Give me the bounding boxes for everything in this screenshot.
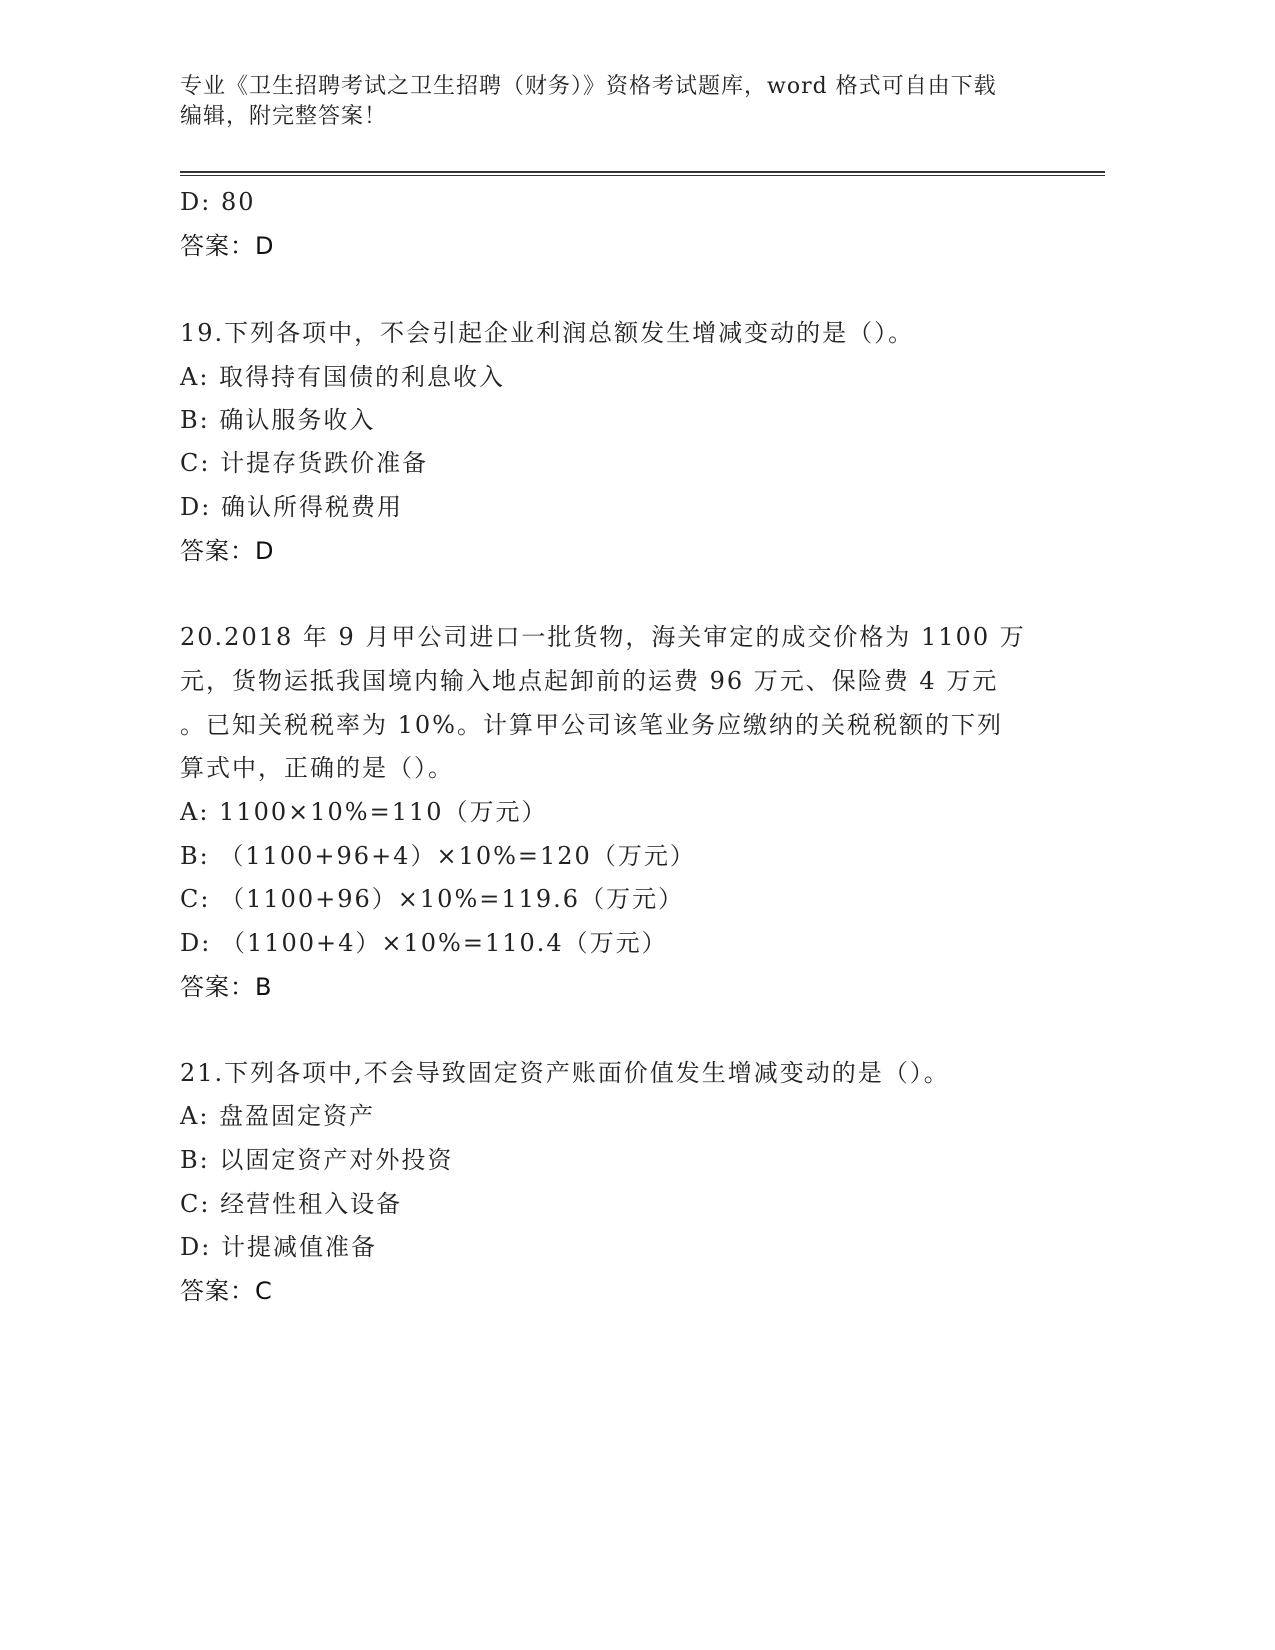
question-19-option-d: D: 确认所得税费用 bbox=[180, 493, 403, 521]
header-line-1: 专业《卫生招聘考试之卫生招聘（财务）》资格考试题库，word 格式可自由下载 bbox=[180, 74, 997, 99]
question-20-option-a: A: 1100×10%=110（万元） bbox=[180, 798, 548, 826]
prev-option-d: D: 80 bbox=[180, 188, 256, 216]
question-21-stem: 21.下列各项中,不会导致固定资产账面价值发生增减变动的是（）。 bbox=[180, 1059, 950, 1087]
question-20-stem-line-1: 20.2018 年 9 月甲公司进口一批货物，海关审定的成交价格为 1100 万 bbox=[180, 623, 1026, 651]
question-21-option-b: B: 以固定资产对外投资 bbox=[180, 1146, 454, 1174]
question-19-stem: 19.下列各项中，不会引起企业利润总额发生增减变动的是（）。 bbox=[180, 319, 915, 347]
question-21-option-c: C: 经营性租入设备 bbox=[180, 1190, 403, 1218]
header-divider bbox=[180, 171, 1105, 176]
question-21-option-a: A: 盘盈固定资产 bbox=[180, 1102, 376, 1130]
question-20-answer: 答案：B bbox=[180, 973, 273, 1001]
question-21-option-d: D: 计提减值准备 bbox=[180, 1233, 377, 1261]
question-19-option-c: C: 计提存货跌价准备 bbox=[180, 449, 429, 477]
question-20-stem-line-3: 。已知关税税率为 10%。计算甲公司该笔业务应缴纳的关税税额的下列 bbox=[180, 711, 1003, 739]
question-19-option-a: A: 取得持有国债的利息收入 bbox=[180, 363, 506, 391]
question-20-option-c: C: （1100+96）×10%=119.6（万元） bbox=[180, 885, 685, 913]
question-19-answer: 答案：D bbox=[180, 537, 275, 565]
prev-answer: 答案：D bbox=[180, 232, 275, 260]
question-20-option-d: D: （1100+4）×10%=110.4（万元） bbox=[180, 929, 668, 957]
question-20-option-b: B: （1100+96+4）×10%=120（万元） bbox=[180, 842, 696, 870]
question-21-answer: 答案：C bbox=[180, 1277, 273, 1305]
header-line-2: 编辑，附完整答案！ bbox=[180, 104, 388, 129]
question-19-option-b: B: 确认服务收入 bbox=[180, 406, 376, 434]
document-header bbox=[180, 72, 1060, 132]
question-20-stem-line-4: 算式中，正确的是（）。 bbox=[180, 754, 454, 782]
question-20-stem-line-2: 元，货物运抵我国境内输入地点起卸前的运费 96 万元、保险费 4 万元 bbox=[180, 667, 999, 695]
